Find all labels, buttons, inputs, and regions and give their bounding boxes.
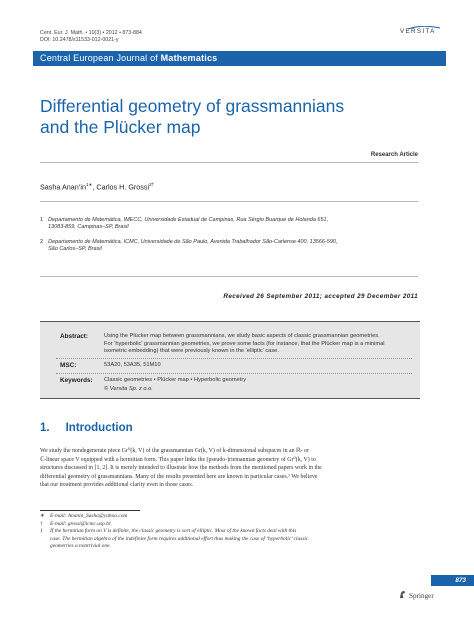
citation-line: Cent. Eur. J. Math. • 10(3) • 2012 • 873-884 (40, 30, 142, 36)
abstract-box (40, 321, 420, 399)
footnote (40, 513, 423, 521)
article-type: Research Article (370, 152, 418, 158)
affiliation-line: São Carlos–SP, Brasil (48, 246, 102, 253)
abstract-text (104, 333, 412, 356)
divider (56, 373, 412, 374)
abstract-line: For ‘hyperbolic’ grassmannian geometries, we prove some facts (for instance, that the Plücker map is a minimal (104, 340, 385, 347)
article-title (40, 96, 370, 138)
section-number: 1. (40, 422, 50, 434)
affiliation-line: 13083-859, Campinas–SP, Brasil (48, 224, 129, 231)
body-line: structures discussed in [1, 2]. It is merely intended to illustrate how the methods from the mentioned papers work in the (40, 465, 322, 472)
footnote-continuation: case. The hermitian algebra of the indefinite form requires additional effort thus making the case of ‘hyperbolic’ classic (50, 535, 309, 542)
affiliation-number: 1 (40, 217, 44, 223)
logo-text: VERSITA (400, 28, 436, 35)
versita-logo (394, 26, 442, 40)
abstract-line: Using the Plücker map between grassmannians, we study basic aspects of classic grassmannian geometries. (104, 333, 380, 339)
divider (56, 358, 412, 359)
author-marks: 2† (149, 182, 155, 187)
keywords-value: Classic geometries • Plücker map • Hyperbolic geometry (104, 377, 247, 383)
footnote-continuation: geometries a nontrivial one. (50, 543, 111, 550)
body-line: differential geometry of grassmannians. Many of the results presented here are known in particular cases.¹ We believe (40, 473, 318, 480)
journal-name-bar (33, 51, 446, 66)
received-dates: Received 26 September 2011; accepted 29 December 2011 (223, 293, 418, 300)
page-number: 873 (431, 575, 474, 586)
divider (40, 162, 418, 163)
abstract-line: isometric embedding) that were previously known in the ‘elliptic’ case. (104, 348, 279, 355)
msc-label: MSC: (60, 362, 77, 369)
msc-value: 53A20, 53A35, 51M10 (104, 362, 161, 368)
affiliation-line: Departamento de Matemática, IMECC, Universidade Estadual de Campinas, Rua Sérgio Buarque de Holanda 651, (48, 217, 329, 223)
title-line: Differential geometry of grassmannians (40, 96, 345, 116)
body-line: that our treatment provides additional clarity even in those cases. (40, 482, 194, 489)
divider (40, 276, 418, 277)
introduction-paragraph (40, 447, 423, 490)
footnote-rule (40, 510, 140, 511)
publisher-name: Springer (409, 592, 434, 600)
author-marks: 1∗ (85, 182, 93, 187)
journal-prefix: Central European Journal of (40, 53, 161, 63)
body-line: ℂ-linear space V equipped with a hermitian form. This paper links the (pseudo-)riemannian geometry of Gr⁰(k, V) to (40, 456, 316, 463)
keywords-label: Keywords: (60, 377, 93, 384)
author-name: Carlos H. Grossi (96, 182, 150, 192)
footnotes (40, 513, 423, 551)
abstract-label: Abstract: (60, 333, 89, 340)
title-line: and the Plücker map (40, 117, 201, 137)
copyright: © Versita Sp. z o.o. (104, 386, 153, 393)
affiliation-number: 2 (40, 239, 44, 245)
footnote-mark: 1 (40, 528, 43, 535)
publisher-logo (398, 590, 434, 600)
author-list (40, 182, 154, 191)
springer-horse-icon (398, 590, 407, 599)
affiliation (40, 239, 410, 254)
journal-emphasis: Mathematics (160, 53, 218, 63)
author-name: Sasha Anan’in (40, 182, 86, 192)
affiliation-line: Departamento de Matemática, ICMC, Universidade de São Paulo, Avenida Trabalhador São-Carlense 400, 13566-590, (48, 239, 338, 245)
footnote (40, 528, 423, 536)
divider (40, 201, 418, 202)
section-heading (40, 422, 133, 434)
footnote-mark: ∗ (40, 513, 45, 519)
footnote-mark: † (40, 520, 43, 527)
footnote-text[interactable]: E-mail: Ananin_Sasha@yahoo.com (50, 513, 128, 519)
citation-meta (40, 30, 142, 44)
doi-line: DOI: 10.2478/s11533-012-0021-y (40, 37, 119, 43)
body-line: We study the nondegenerate piece Gr⁰(k, V) of the grassmannian Gr(k, V) of k-dimensional subspaces in an ℝ- or (40, 448, 310, 454)
affiliation (40, 217, 410, 232)
footnote-text[interactable]: E-mail: grossi@icmc.usp.br (50, 520, 111, 527)
author-separator: , (92, 182, 97, 192)
footnote-text: If the hermitian form on V is definite, the classic geometry is sort of elliptic. Most of the known facts deal with this (50, 528, 297, 535)
section-title: Introduction (65, 422, 133, 434)
